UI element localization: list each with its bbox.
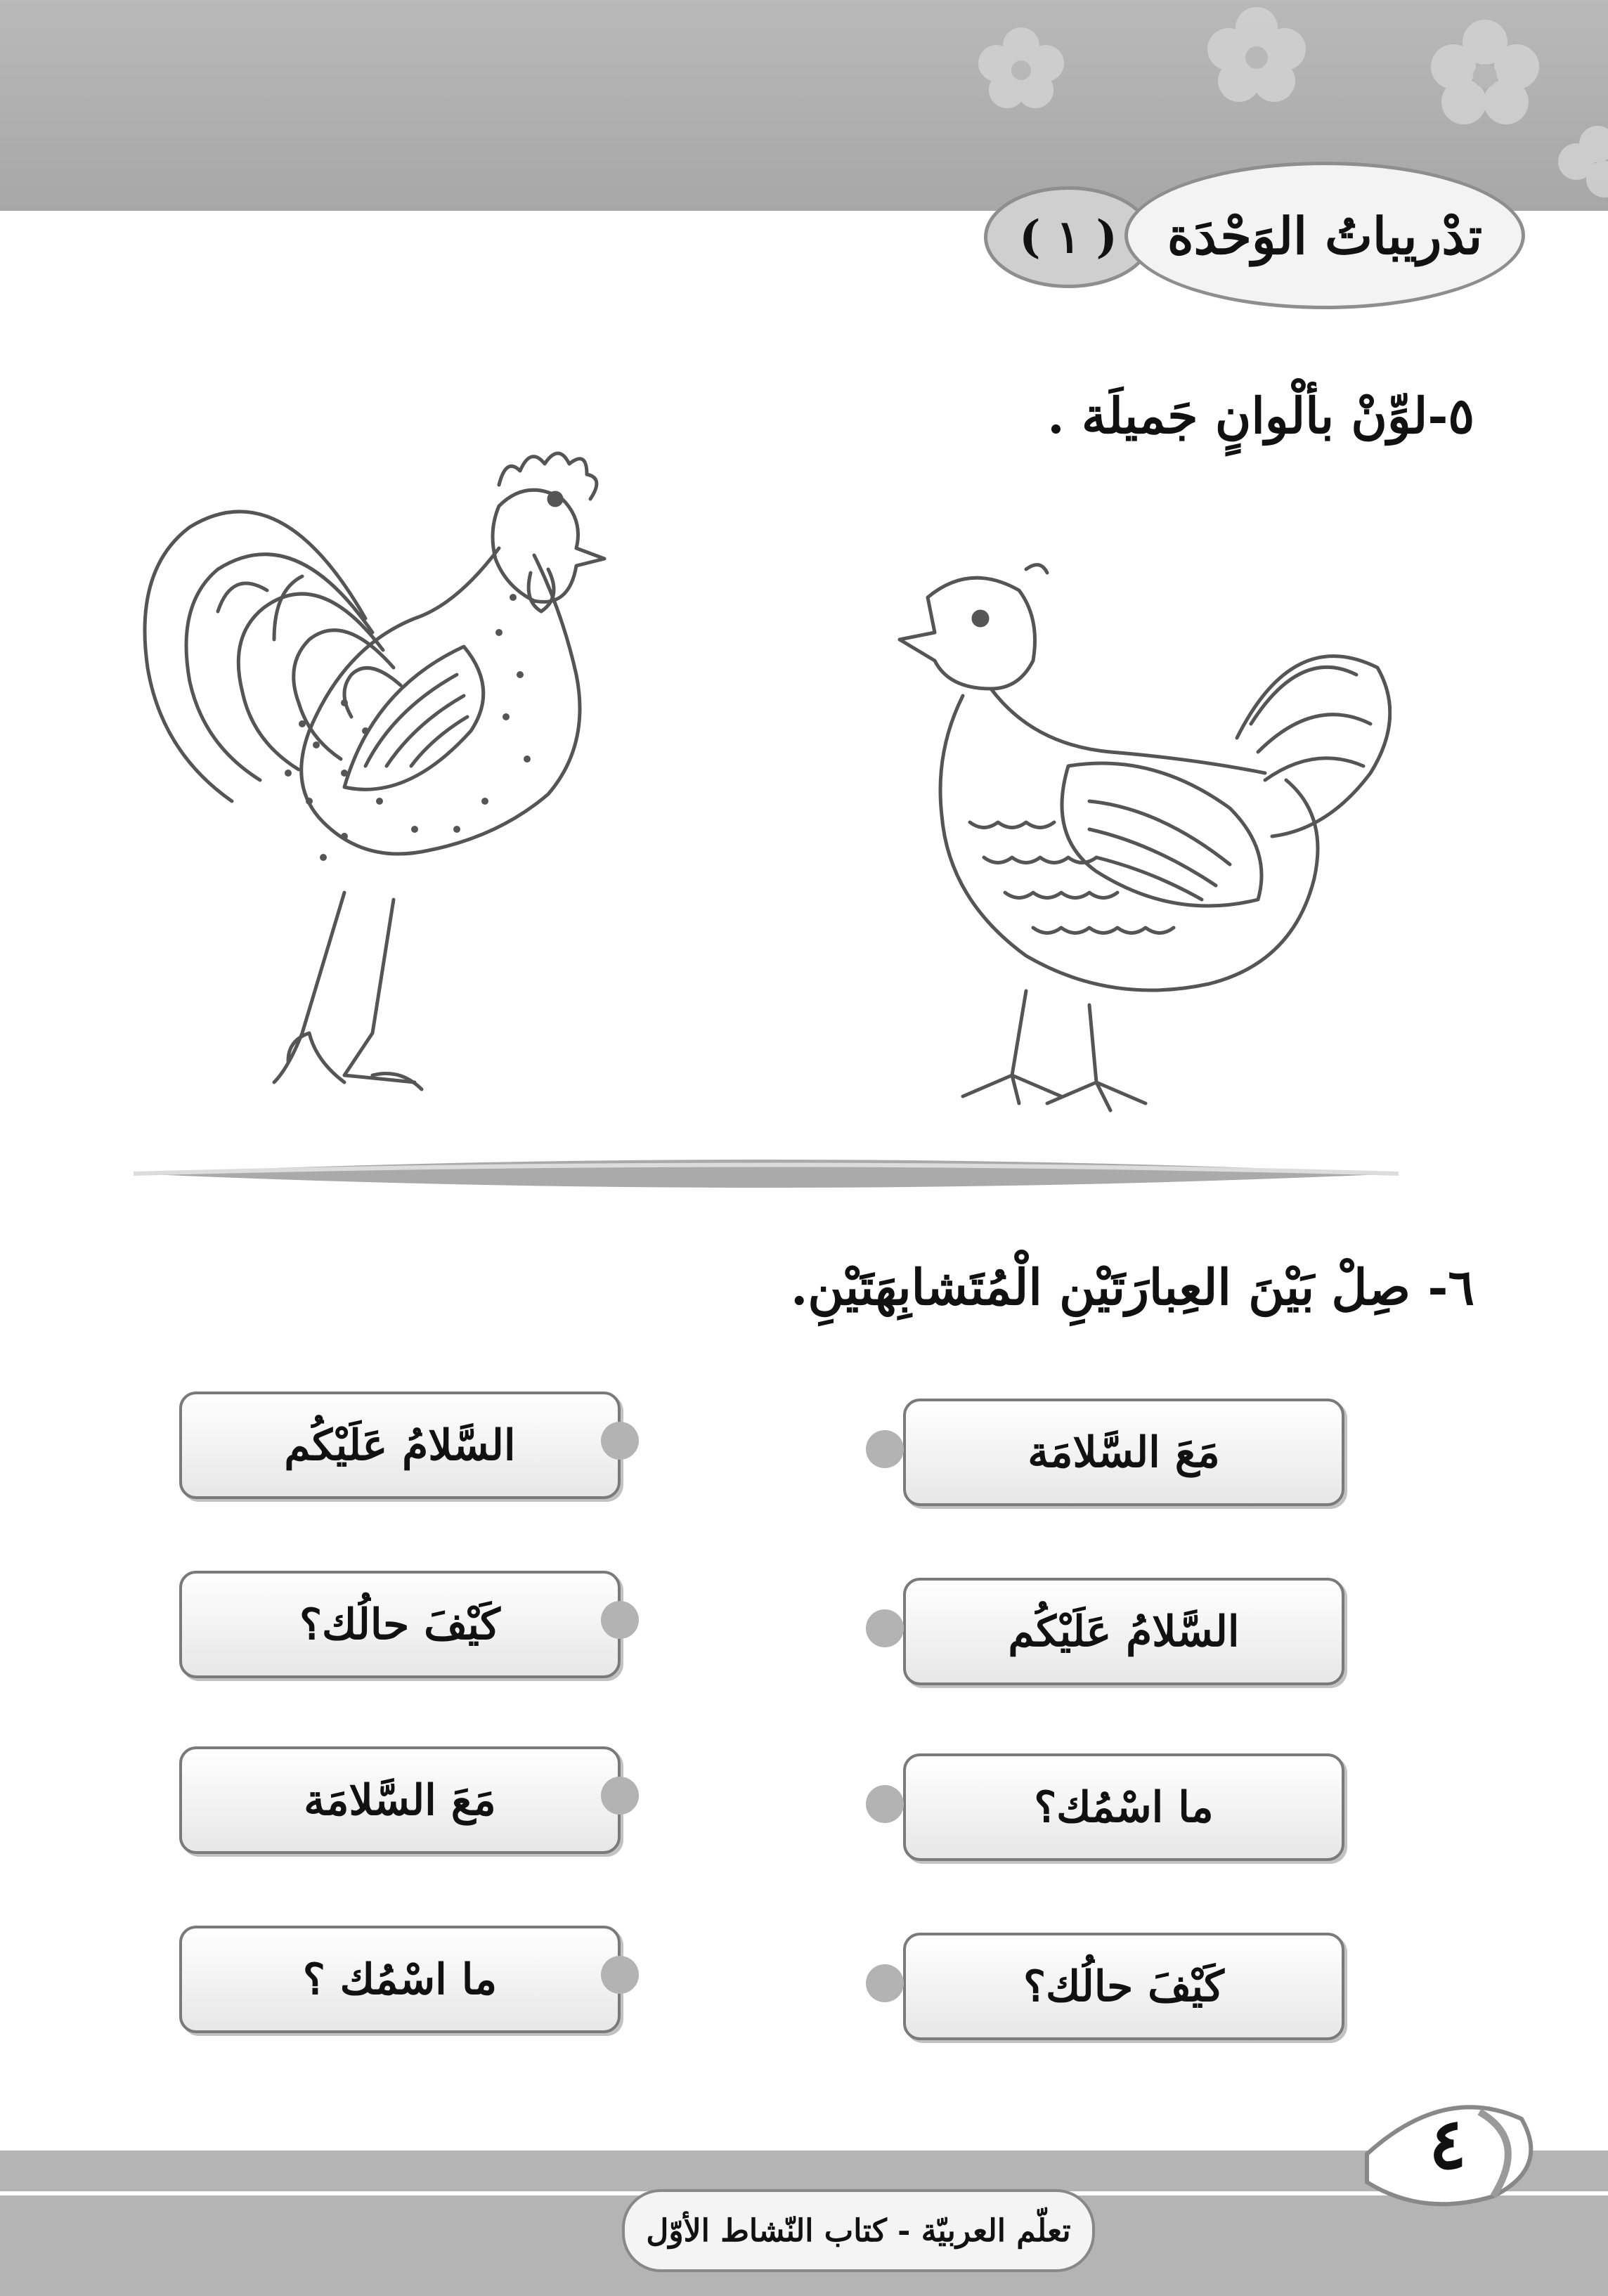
match-item-right-1[interactable] [903,1399,1344,1506]
exercise-6-heading: ٦- صِلْ بَيْنَ العِبارَتَيْنِ الْمُتَشابِهَتَيْنِ. [791,1258,1474,1316]
match-item-left-2[interactable] [179,1571,621,1678]
connector-dot[interactable] [601,1956,639,1994]
page-title: تدْريباتُ الوَحْدَة [1167,205,1483,266]
connector-dot[interactable] [601,1777,639,1815]
exercise-5-heading: ٥-لوِّنْ بألْوانٍ جَميلَة . [1047,387,1474,445]
match-item-label: كَيْفَ حالُك؟ [1023,1961,1224,2011]
section-divider [134,1153,1399,1195]
match-item-label: مَعَ السَّلامَة [1027,1427,1220,1477]
connector-dot[interactable] [601,1601,639,1639]
rooster-drawing [134,408,654,1096]
match-item-left-3[interactable] [179,1746,621,1854]
book-title-badge [622,2189,1095,2272]
connector-dot[interactable] [866,1609,904,1647]
match-item-right-3[interactable] [903,1753,1344,1861]
match-item-label: السَّلامُ عَلَيْكُم [1008,1607,1240,1656]
match-item-label: السَّلامُ عَلَيْكُم [284,1420,516,1470]
connector-dot[interactable] [866,1430,904,1468]
match-item-label: مَعَ السَّلامَة [304,1775,496,1825]
title-badge [1124,162,1525,309]
unit-number: ( ١ ) [1019,211,1117,264]
match-item-left-4[interactable] [179,1926,621,2033]
book-title: تعلّم العربيّة - كتاب النّشاط الأوّل [646,2212,1071,2249]
match-item-label: كَيْفَ حالُك؟ [299,1600,500,1649]
hen-drawing [857,555,1392,1117]
match-item-left-1[interactable] [179,1392,621,1499]
page-number: ٤ [1429,2102,1467,2185]
connector-dot[interactable] [866,1785,904,1823]
connector-dot[interactable] [866,1964,904,2002]
connector-dot[interactable] [601,1422,639,1460]
match-item-label: ما اسْمُك ؟ [302,1954,498,2004]
match-item-right-4[interactable] [903,1933,1344,2040]
match-item-right-2[interactable] [903,1578,1344,1685]
match-item-label: ما اسْمُك؟ [1034,1782,1214,1832]
